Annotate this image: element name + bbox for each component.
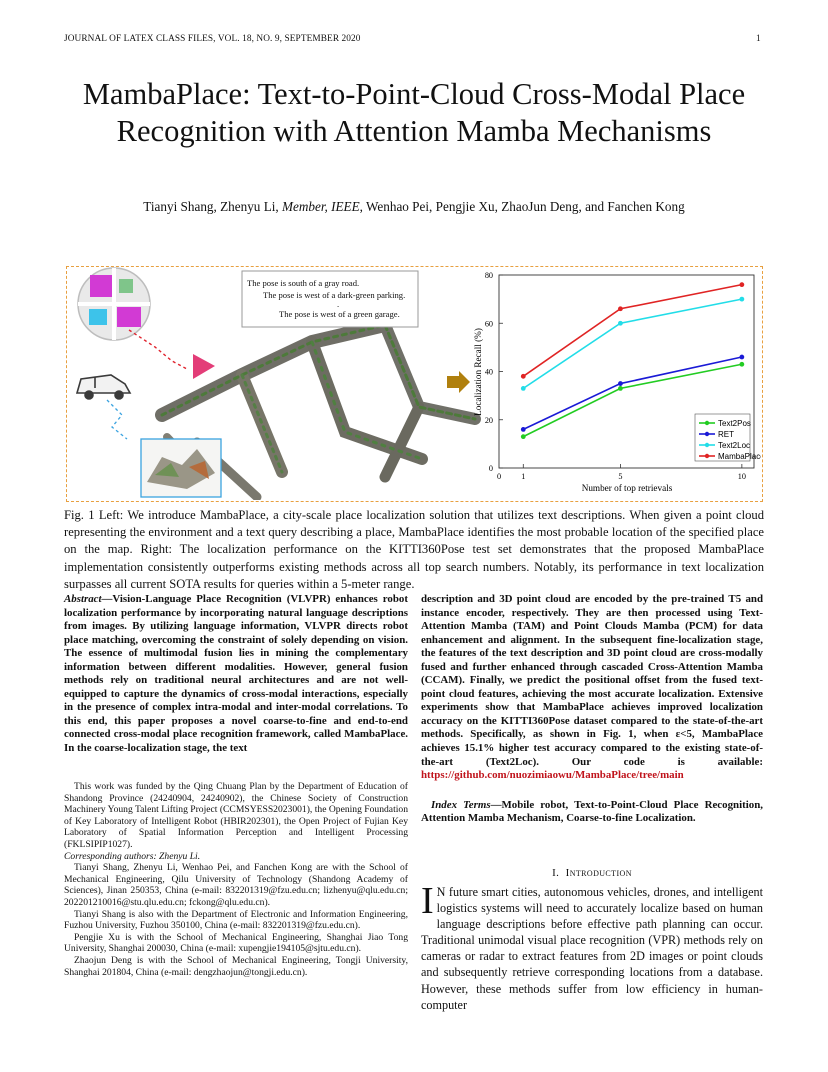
figure-1-illustration <box>67 267 761 500</box>
section-number: I. <box>552 867 560 879</box>
x-axis-label: Number of top retrievals <box>581 483 673 493</box>
pose-marker <box>193 354 215 379</box>
introduction-text: N future smart cities, autonomous vehicles, drones, and intelligent logistics systems will need to accurately localize based on human language descriptions before effective path planning can occur. Traditional unimodal visual place recognition (VPR) methods rely on cameras or radar to extract features from 2D images or point clouds and subsequently retrieve corresponding locations from a database. However, these methods suffer from low efficiency in human-computer <box>421 885 763 1012</box>
y-tick-label: 20 <box>484 415 493 425</box>
query-region-zoom <box>78 268 150 340</box>
query-line-1: The pose is south of a gray road. <box>247 278 360 288</box>
legend-label-mambaplace: MambaPlace <box>718 452 761 461</box>
data-point-text2loc <box>521 386 526 391</box>
legend-marker-text2pos <box>705 421 709 425</box>
y-axis-label: Localization Recall (%) <box>473 328 483 416</box>
index-terms-text: —Mobile robot, Text-to-Point-Cloud Place Recognition, Attention Mamba Mechanism, Coarse-to-fine Localization. <box>421 798 763 825</box>
data-point-ret <box>618 381 623 386</box>
page-number: 1 <box>756 34 761 44</box>
section-title: Introduction <box>565 867 632 879</box>
code-link[interactable]: https://github.com/nuozimiaowu/MambaPlace/tree/main <box>421 769 684 782</box>
abstract-continued <box>421 593 763 783</box>
legend-label-text2loc: Text2Loc <box>718 441 751 450</box>
abstract-text: —Vision-Language Place Recognition (VLVPR) enhances robot localization performance by incorporating natural language descriptions from images. By utilizing language information, VLVPR directs robot place matching, overcoming the constraint of solely depending on vision. The essence of multimodal fusion lies in mining the complementary information between different modalities. However, general fusion methods rely on traditional neural architectures and are not well-equipped to capture the dynamics of cross-modal interactions, especially in the presence of complex intra-modal and inter-modal correlations. To this end, this paper proposes a novel coarse-to-fine and end-to-end connected cross-modal place recognition framework, called MambaPlace. In the coarse-localization stage, the text <box>64 593 408 755</box>
footnotes <box>64 781 408 978</box>
figure-1 <box>66 266 763 502</box>
legend-label-ret: RET <box>718 430 734 439</box>
index-terms <box>421 799 763 826</box>
query-link <box>129 330 187 369</box>
affiliation-note-1: Tianyi Shang, Zhenyu Li, Wenhao Pei, and Fanchen Kong are with the School of Mechanical Engineering, Qilu University of Technology (Shandong Academy of Sciences), Jinan 250353, China (e-mail: 832201319@fzu.edu.cn; lizhenyu@qlu.edu.cn; 202201210016@stu.qlu.edu.cn; fckong@qlu.edu.cn). <box>64 862 408 908</box>
x-tick-label: 10 <box>737 472 746 481</box>
data-point-text2pos <box>739 362 744 367</box>
abstract-continued-text: description and 3D point cloud are encoded by the pre-trained T5 and instance encoder, respectively. They are then processed using Text-Attention Mamba (TAM) and Point Clouds Mamba (PCM) for data enhancement and alignment. In the subsequent fine-localization stage, the features of the text description and 3D point cloud are cross-modally fused and further enhanced through cascaded Cross-Attention Mamba (CCAM). Finally, we predict the positional offset from the fused text-point cloud features, achieving the most accurate localization. Extensive experiments show that MambaPlace achieves improved localization accuracy on the KITTI360Pose dataset compared to the state-of-the-art methods. Specifically, as shown in Fig. 1, when ε<5, MambaPlace achieves 15.1% higher test accuracy compared to the existing state-of-the-art (Text2Loc). Our code is available: <box>421 593 763 768</box>
legend-label-text2pos: Text2Pos <box>718 419 751 428</box>
y-tick-label: 80 <box>484 271 493 280</box>
data-point-ret <box>521 427 526 432</box>
data-point-text2loc <box>739 297 744 302</box>
y-tick-label: 0 <box>488 464 493 473</box>
y-tick-label: 40 <box>484 367 493 377</box>
query-line-3: The pose is west of a green garage. <box>279 309 400 319</box>
data-point-text2loc <box>618 321 623 326</box>
legend-marker-mambaplace <box>705 454 709 458</box>
point-cloud-snapshot <box>141 439 221 497</box>
observation-link <box>107 400 127 439</box>
funding-note: This work was funded by the Qing Chuang Plan by the Department of Education of Shandong Province (24240904, 24240902), the Chinese Society of Construction Machinery Young Talent Lifting Project (CCMSYESS2023001), the Opening Foundation of Key Laboratory of Intelligent Robot (HBIR202301), the Open Project of Fujian Key Laboratory of Spatial Information Perception and Intelligent Processing (FKLSIPIP1027). <box>64 781 408 850</box>
authors-part-2: , Wenhao Pei, Pengjie Xu, ZhaoJun Deng, and Fanchen Kong <box>359 199 685 214</box>
query-line-2: The pose is west of a dark-green parking. <box>263 290 406 300</box>
x-origin-label: 0 <box>496 472 502 481</box>
authors-membership: Member, IEEE <box>282 199 360 214</box>
running-header: JOURNAL OF LATEX CLASS FILES, VOL. 18, NO. 9, SEPTEMBER 2020 <box>64 34 361 44</box>
arrow-right-icon <box>447 371 470 393</box>
legend-marker-text2loc <box>705 443 709 447</box>
text-query-lines <box>247 277 405 320</box>
affiliation-note-2: Tianyi Shang is also with the Department of Electronic and Information Engineering, Fuzhou University, Fuzhou 350100, China (e-mail: 832201319@fzu.edu.cn). <box>64 908 408 932</box>
paper-title: MambaPlace: Text-to-Point-Cloud Cross-Modal Place Recognition with Attention Mamba Mechanisms <box>82 77 746 148</box>
drop-cap: I <box>421 880 434 922</box>
legend-marker-ret <box>705 432 709 436</box>
data-point-mambaplace <box>521 374 526 379</box>
data-point-text2pos <box>521 434 526 439</box>
corresponding-author-note: Corresponding authors: Zhenyu Li. <box>64 850 201 862</box>
section-heading <box>421 867 763 879</box>
author-list <box>60 199 768 215</box>
abstract <box>64 593 408 756</box>
affiliation-note-3: Pengjie Xu is with the School of Mechanical Engineering, Shanghai Jiao Tong University, Shanghai 200030, China (e-mail: xupengjie194105@sjtu.edu.cn). <box>64 931 408 955</box>
data-point-mambaplace <box>739 282 744 287</box>
figure-caption: Fig. 1 Left: We introduce MambaPlace, a city-scale place localization solution that utilizes text descriptions. When given a point cloud representing the environment and a text query describing a place, MambaPlace identifies the most probable location of the specified place on the map. Right: The localization performance on the KITTI360Pose test set demonstrates that the proposed MambaPlace implementation consistently outperforms existing methods across all top search numbers. Notably, its performance in text localization surpasses all current SOTA results for queries within a 5-meter range. <box>64 508 764 591</box>
introduction-paragraph <box>421 880 763 1013</box>
abstract-label: Abstract <box>64 593 102 605</box>
data-point-ret <box>739 355 744 360</box>
vehicle-icon <box>77 375 130 399</box>
index-terms-label: Index Terms <box>431 798 491 811</box>
affiliation-note-4: Zhaojun Deng is with the School of Mechanical Engineering, Tongji University, Shanghai 201804, China (e-mail: dengzhaojun@tongji.edu.cn). <box>64 954 408 978</box>
right-column <box>421 593 763 826</box>
data-point-text2pos <box>618 386 623 391</box>
query-line-ellipsis: . <box>337 299 340 309</box>
x-tick-label: 5 <box>618 472 623 481</box>
x-tick-label: 1 <box>521 472 526 481</box>
data-point-mambaplace <box>618 306 623 311</box>
recall-chart <box>473 271 761 493</box>
y-tick-label: 60 <box>484 319 493 329</box>
authors-part-1: Tianyi Shang, Zhenyu Li, <box>143 199 283 214</box>
